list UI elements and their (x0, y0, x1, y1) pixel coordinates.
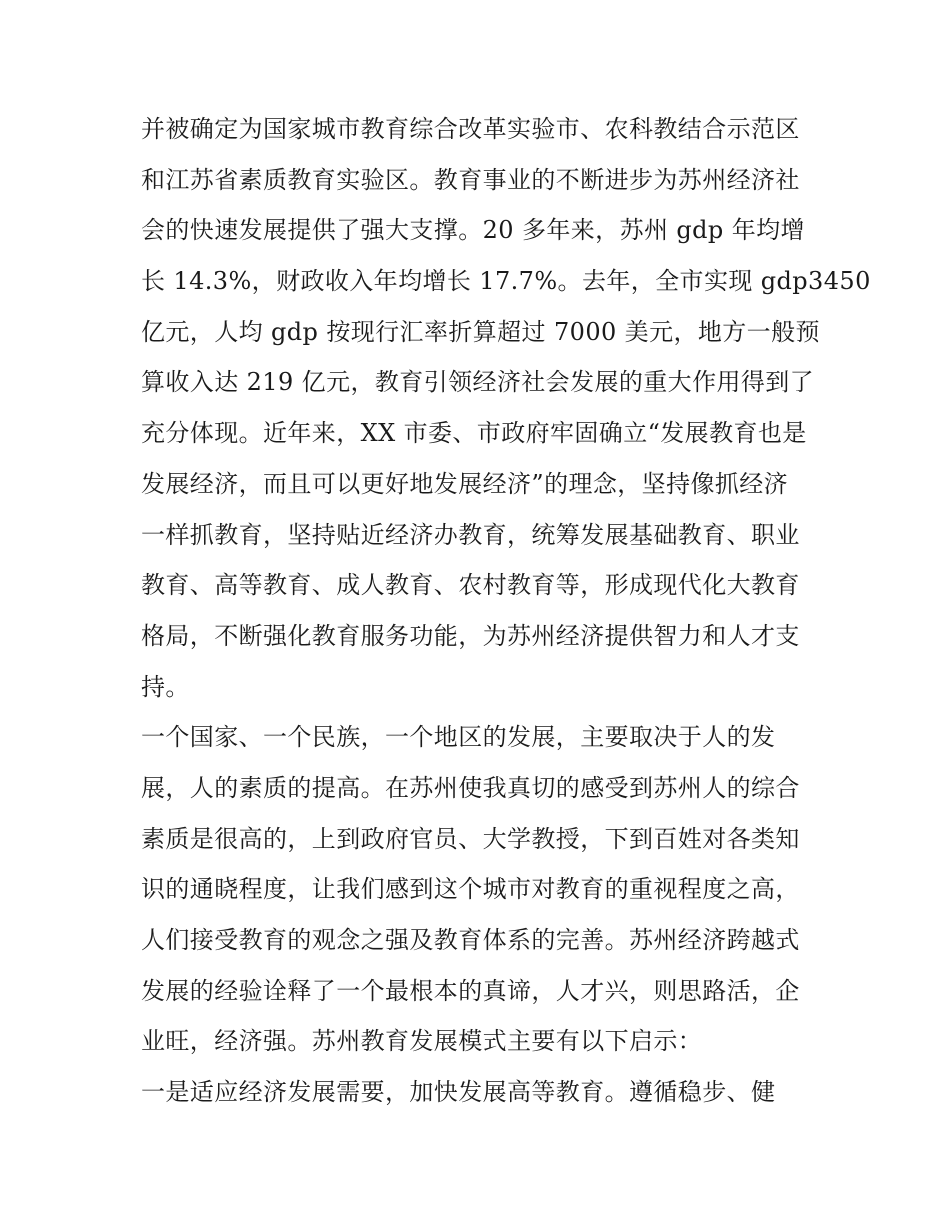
paragraph-2 (141, 712, 821, 1067)
text-line: 发展经济，而且可以更好地发展经济”的理念，坚持像抓经济 (141, 469, 789, 498)
text-line: 格局，不断强化教育服务功能，为苏州经济提供智力和人才支 (141, 621, 800, 650)
paragraph-3 (141, 1067, 821, 1118)
text-line: 识的通晓程度，让我们感到这个城市对教育的重视程度之高， (141, 875, 800, 904)
text-line: 人们接受教育的观念之强及教育体系的完善。苏州经济跨越式 (141, 926, 800, 954)
text-line: 教育、高等教育、成人教育、农村教育等，形成现代化大教育 (141, 571, 800, 600)
text-line: 持。 (141, 672, 190, 701)
text-line: 一样抓教育，坚持贴近经济办教育，统筹发展基础教育、职业 (141, 520, 800, 549)
text-line: 业旺，经济强。苏州教育发展模式主要有以下启示： (141, 1027, 703, 1056)
text-line: 展，人的素质的提高。在苏州使我真切的感受到苏州人的综合 (141, 773, 800, 802)
text-line: 亿元，人均 gdp 按现行汇率折算超过 7000 美元，地方一般预 (141, 317, 820, 346)
body-text (141, 104, 871, 1118)
paragraph-1 (141, 104, 871, 712)
text-line: 一是适应经济发展需要，加快发展高等教育。遵循稳步、健 (141, 1078, 776, 1107)
text-line: 长 14.3%，财政收入年均增长 17.7%。去年，全市实现 gdp3450 (141, 267, 871, 296)
text-line: 发展的经验诠释了一个最根本的真谛，人才兴，则思路活，企 (141, 976, 800, 1005)
text-line: 算收入达 219 亿元，教育引领经济社会发展的重大作用得到了 (141, 368, 815, 397)
text-line: 和江苏省素质教育实验区。教育事业的不断进步为苏州经济社 (141, 165, 800, 194)
text-line: 并被确定为国家城市教育综合改革实验市、农科教结合示范区 (141, 115, 800, 143)
text-line: 一个国家、一个民族，一个地区的发展，主要取决于人的发 (141, 723, 776, 752)
text-line: 素质是很高的，上到政府官员、大学教授，下到百姓对各类知 (141, 824, 800, 853)
text-line: 充分体现。近年来，XX 市委、市政府牢固确立“发展教育也是 (141, 419, 807, 448)
text-line: 会的快速发展提供了强大支撑。20 多年来，苏州 gdp 年均增 (141, 216, 805, 245)
